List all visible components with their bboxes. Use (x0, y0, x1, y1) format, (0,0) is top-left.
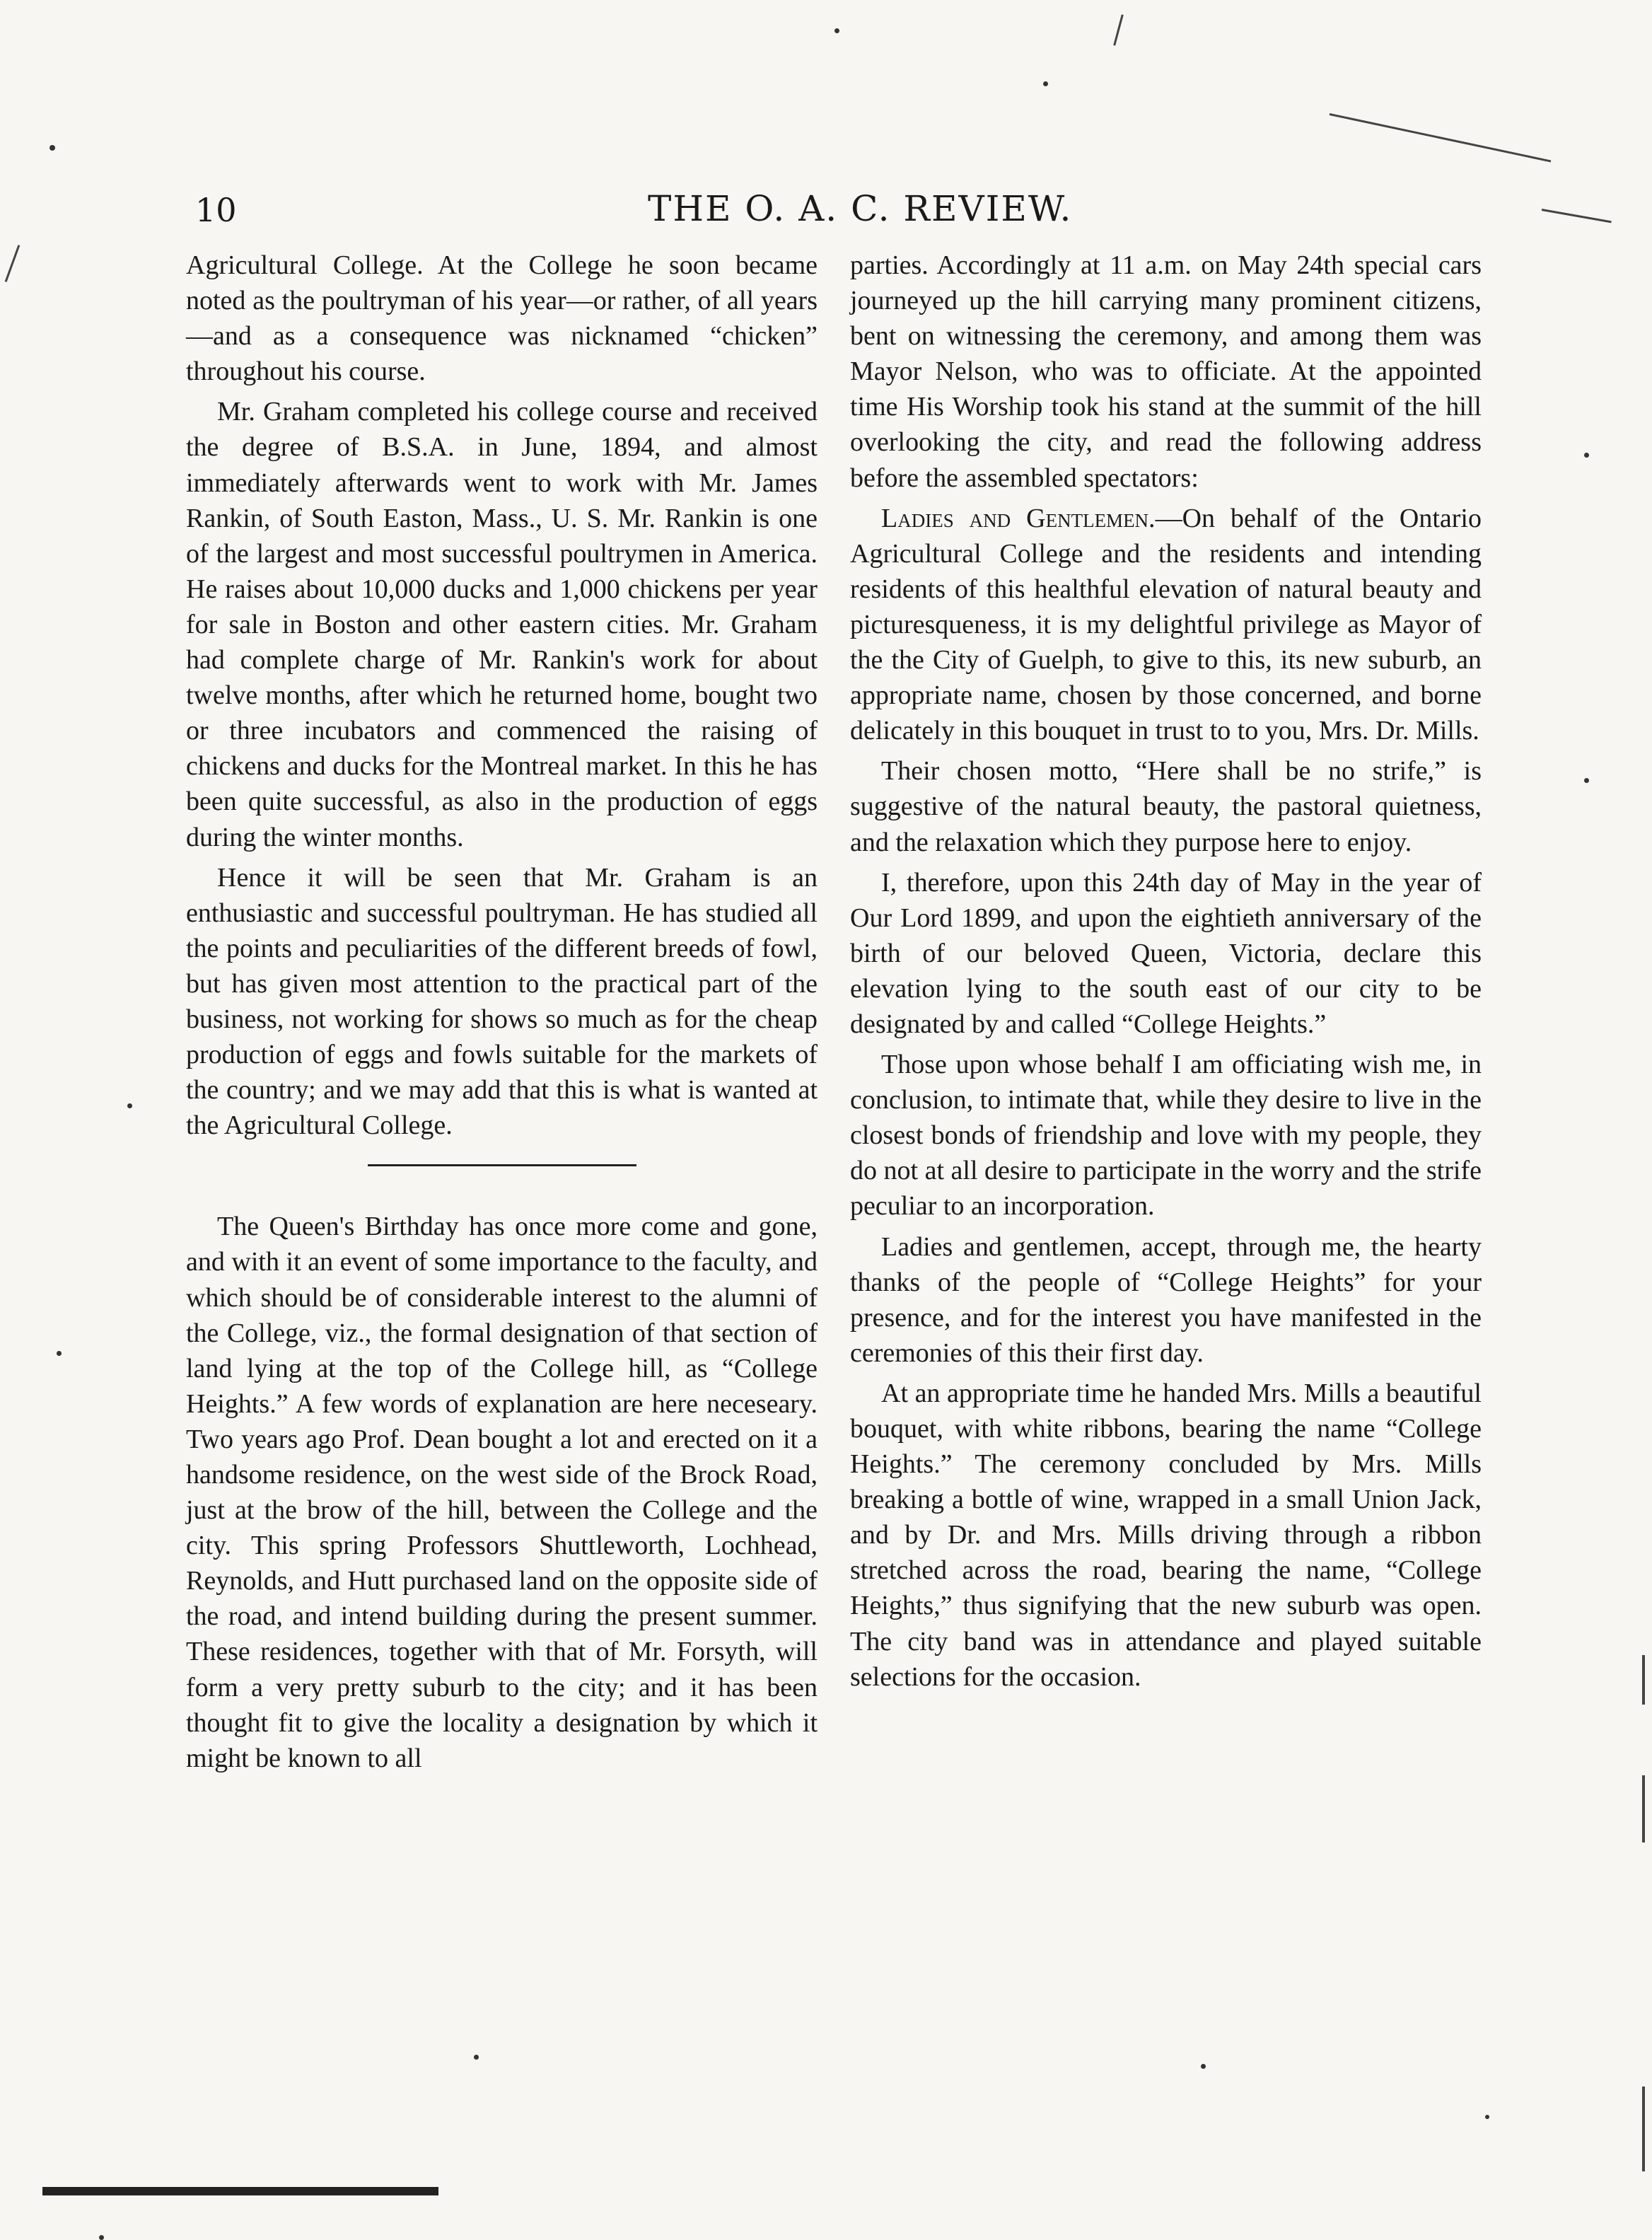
left-column (186, 248, 818, 1781)
scan-speck (1485, 2115, 1489, 2119)
article-paragraph: Mr. Graham completed his college course and received the degree of B.S.A. in June, 1894, and almost immediately afterwards went to work with Mr. James Rankin, of South Easton, Mass., U. S. Mr. Rankin is one of the largest and most successful poultrymen in America. He raises about 10,000 ducks and 1,000 chickens per year for sale in Boston and other eastern cities. Mr. Graham had complete charge of Mr. Rankin's work for about twelve months, after which he returned home, bought two or three incubators and commenced the raising of chickens and ducks for the Montreal market. In this he has been quite successful, as also in the production of eggs during the winter months. (186, 397, 818, 852)
article-paragraph: parties. Accordingly at 11 a.m. on May 24th special cars journeyed up the hill carrying many prominent citizens, bent on witnessing the ceremony, and among them was Mayor Nelson, who was to officiate. At the appointed time His Worship took his stand at the summit of the hill overlooking the city, and read the following address before the assembled spectators: (850, 250, 1482, 493)
address-paragraph: Those upon whose behalf I am officiating wish me, in conclusion, to intimate that, while they desire to live in the closest bonds of friendship and love with my people, they do not at all desire to participate in the worry and the strife peculiar to an incorporation. (850, 1050, 1482, 1221)
address-paragraph: I, therefore, upon this 24th day of May in the year of Our Lord 1899, and upon the eightieth anniversary of the birth of our beloved Queen, Victoria, declare this elevation lying to the south east of our city to be designated by and called “College Heights.” (850, 867, 1482, 1039)
scan-streak (5, 245, 21, 282)
address-paragraph: Their chosen motto, “Here shall be no strife,” is suggestive of the natural beauty, the pastoral quietness, and the relaxation which they purpose here to enjoy. (850, 756, 1482, 857)
article-paragraph: Hence it will be seen that Mr. Graham is an enthusiastic and successful poultryman. He has studied all the points and peculiarities of the different breeds of fowl, but has given most attention to the practical part of the business, not working for shows so much as for the cheap production of eggs and fowls suitable for the markets of the country; and we may add that this is what is wanted at the Agricultural College. (186, 862, 818, 1141)
scan-streak (1542, 209, 1612, 223)
scan-speck (99, 2235, 104, 2240)
scan-streak (1642, 2087, 1645, 2171)
scan-speck (1584, 453, 1589, 458)
scan-streak (1330, 113, 1552, 162)
address-paragraph: Ladies and gentlemen, accept, through me, the hearty thanks of the people of “College Heights” for your presence, and for the interest you have manifested in the ceremonies of this their first day. (850, 1231, 1482, 1368)
running-head: THE O. A. C. REVIEW. (648, 188, 1073, 229)
address-paragraph (850, 501, 1482, 749)
scan-speck (1201, 2064, 1206, 2069)
article-paragraph: At an appropriate time he handed Mrs. Mills a beautiful bouquet, with white ribbons, bearing the name “College Heights.” The ceremony concluded by Mrs. Mills breaking a bottle of wine, wrapped in a small Union Jack, and by Dr. and Mrs. Mills driving through a ribbon stretched across the road, bearing the name, “College Heights,” thus signifying that the new suburb was open. The city band was in attendance and played suitable selections for the occasion. (850, 1378, 1482, 1692)
scan-speck (57, 1351, 62, 1356)
address-body: —On behalf of the Ontario Agricultural College and the residents and intending residents of this healthful elevation of natural beauty and picturesqueness, it is my delightful privilege as Mayor of the the City of Guelph, to give to this, its new suburb, an appropriate name, chosen by those concerned, and borne delicately in this bouquet in trust to to you, Mrs. Dr. Mills. (850, 503, 1482, 746)
scan-streak (1113, 14, 1124, 45)
scan-speck (834, 28, 839, 33)
scan-speck (1043, 81, 1048, 86)
section-divider (368, 1164, 636, 1166)
address-salutation: Ladies and Gentlemen. (881, 503, 1156, 533)
scan-edge-bar (42, 2187, 438, 2195)
article-paragraph: Agricultural College. At the College he soon became noted as the poultryman of his year—or rather, of all years—and as a consequence was nicknamed “chicken” throughout his course. (186, 250, 818, 387)
scan-speck (474, 2055, 479, 2060)
scan-streak (1642, 1775, 1645, 1843)
page-number: 10 (195, 191, 237, 229)
scan-speck (50, 145, 55, 151)
article-paragraph: The Queen's Birthday has once more come and gone, and with it an event of some importance to the faculty, and which should be of considerable interest to the alumni of the College, viz., the formal designation of that section of land lying at the top of the College hill, as “College Heights.” A few words of explanation are here neceseary. Two years ago Prof. Dean bought a lot and erected on it a handsome residence, on the west side of the Brock Road, just at the brow of the hill, between the College and the city. This spring Professors Shuttleworth, Lochhead, Reynolds, and Hutt purchased land on the opposite side of the road, and intend building during the present summer. These residences, together with that of Mr. Forsyth, will form a very pretty suburb to the city; and it has been thought fit to give the locality a designation by which it might be known to all (186, 1212, 818, 1773)
scan-speck (1584, 778, 1589, 783)
scan-speck (127, 1103, 132, 1108)
right-column (850, 248, 1482, 1700)
scan-streak (1642, 1655, 1645, 1705)
